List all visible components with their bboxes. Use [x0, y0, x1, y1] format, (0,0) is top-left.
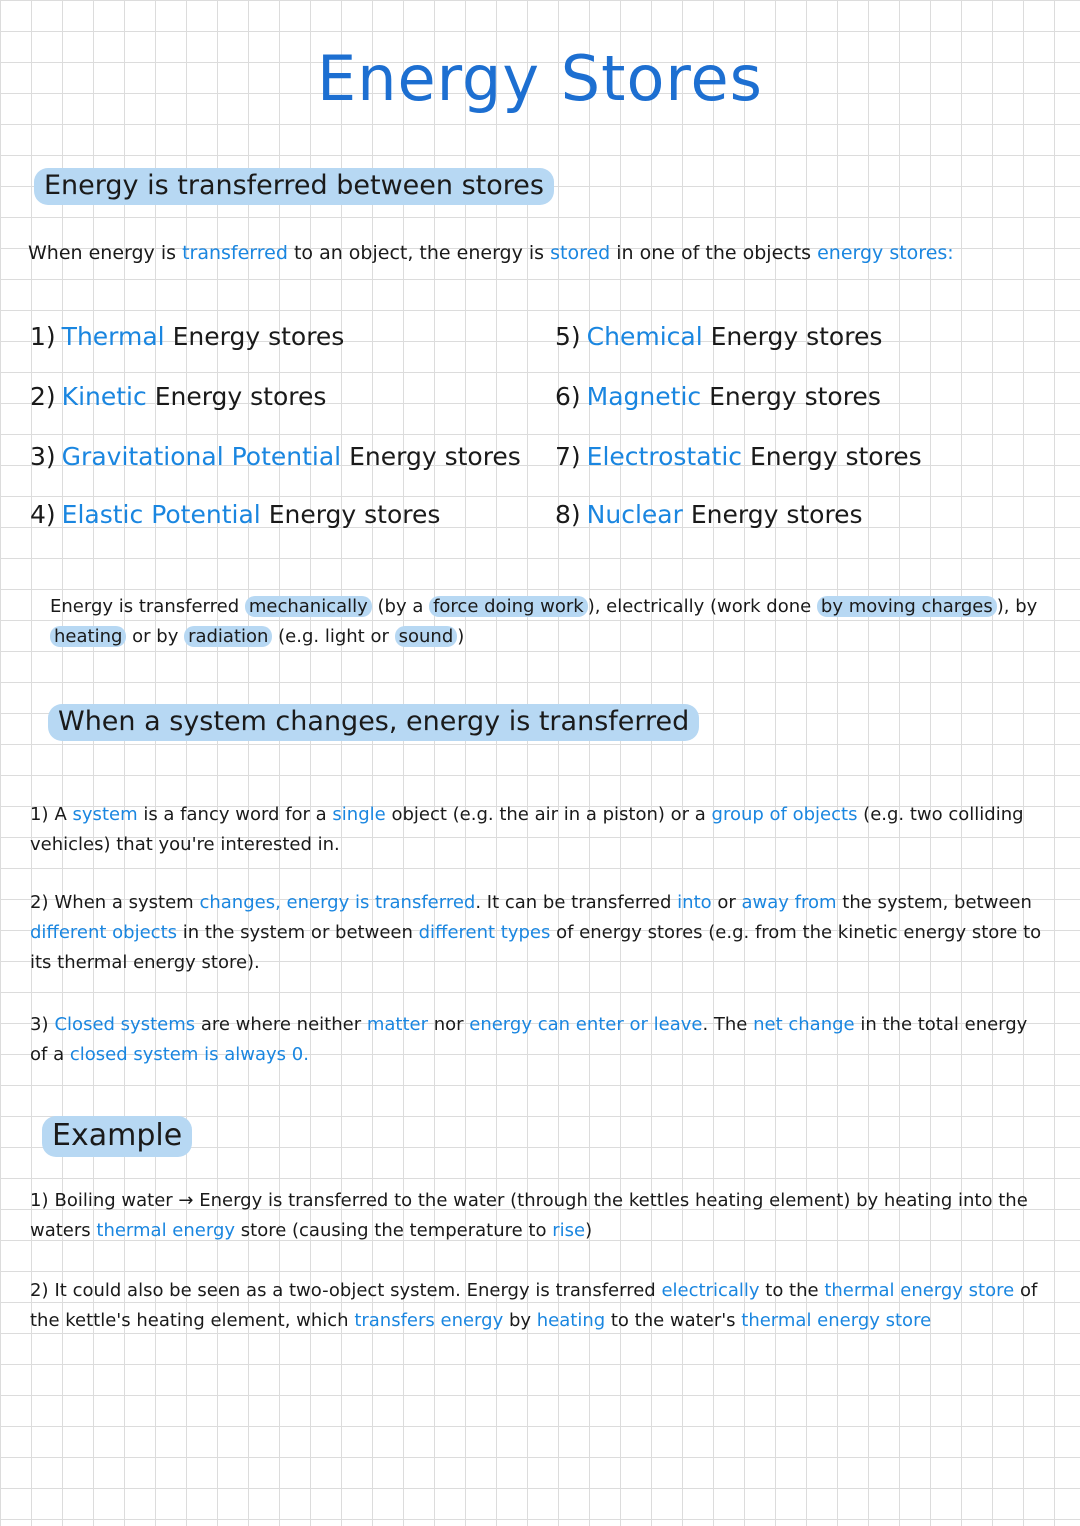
- point-keyword: thermal energy: [96, 1220, 236, 1241]
- section-heading-stores: [34, 170, 554, 201]
- point-text: in the system or between: [177, 922, 419, 943]
- store-item: [30, 500, 440, 529]
- store-suffix: Energy stores: [268, 500, 441, 529]
- store-suffix: Energy stores: [154, 382, 327, 411]
- intro-keyword-energy-stores: energy stores:: [817, 242, 954, 264]
- point-keyword: heating: [536, 1310, 606, 1331]
- section-heading-system: [48, 706, 699, 737]
- point-keyword: thermal energy store: [824, 1280, 1015, 1301]
- point-number: 2): [30, 892, 49, 913]
- point-number: 1): [30, 1190, 49, 1211]
- transfer-text: (e.g. light or: [272, 626, 395, 647]
- point-number: 3): [30, 1014, 49, 1035]
- system-point-1: [30, 800, 1040, 860]
- store-suffix: Energy stores: [710, 322, 883, 351]
- point-text: of energy stores (e.g. from the kinetic energy store to its thermal energy store).: [30, 922, 1042, 973]
- transfer-text: ), electrically (work done: [587, 596, 817, 617]
- point-keyword: group of objects: [711, 804, 858, 825]
- store-suffix: Energy stores: [690, 500, 863, 529]
- point-keyword: Closed systems: [54, 1014, 196, 1035]
- point-text: nor: [427, 1014, 470, 1035]
- point-text: . It can be transferred: [475, 892, 678, 913]
- store-name: Gravitational Potential: [61, 442, 342, 471]
- point-keyword: changes, energy is transferred: [199, 892, 476, 913]
- example-heading-text: Example: [42, 1116, 192, 1157]
- point-text: Boiling water: [54, 1190, 173, 1211]
- point-keyword: away from: [741, 892, 837, 913]
- point-text: or: [711, 892, 742, 913]
- store-number: 2): [30, 382, 56, 411]
- point-keyword: closed system is always 0.: [69, 1044, 309, 1065]
- intro-paragraph: [28, 238, 1048, 268]
- store-name: Electrostatic: [586, 442, 743, 471]
- store-name: Chemical: [586, 322, 703, 351]
- intro-text: When energy is: [28, 242, 183, 264]
- store-name: Elastic Potential: [61, 500, 261, 529]
- point-keyword: different objects: [30, 922, 178, 943]
- point-keyword: transfers energy: [354, 1310, 504, 1331]
- point-text: of the kettle's heating element, which: [30, 1280, 1038, 1331]
- point-keyword: net change: [753, 1014, 855, 1035]
- point-keyword: into: [677, 892, 712, 913]
- transfer-keyword-heating: heating: [50, 626, 126, 647]
- store-name: Magnetic: [586, 382, 702, 411]
- intro-keyword-stored: stored: [550, 242, 611, 264]
- point-number: 2): [30, 1280, 49, 1301]
- example-point-1: [30, 1186, 1040, 1246]
- point-text: in the total energy of a: [30, 1014, 1028, 1065]
- transfer-paragraph: [50, 592, 1070, 652]
- system-point-3: [30, 1010, 1040, 1070]
- store-name: Kinetic: [61, 382, 147, 411]
- store-item: [555, 500, 863, 529]
- store-item: [30, 322, 344, 351]
- example-point-2: [30, 1276, 1040, 1336]
- transfer-text: Energy is transferred: [50, 596, 245, 617]
- store-item: [555, 442, 922, 471]
- system-point-2: [30, 888, 1050, 978]
- point-keyword: matter: [366, 1014, 428, 1035]
- transfer-text: (by a: [371, 596, 430, 617]
- store-suffix: Energy stores: [349, 442, 521, 471]
- store-number: 3): [30, 442, 56, 471]
- point-text: is a fancy word for a: [137, 804, 333, 825]
- example-heading: [42, 1118, 192, 1153]
- transfer-text: or by: [126, 626, 185, 647]
- point-keyword: rise: [552, 1220, 586, 1241]
- transfer-keyword-radiation: radiation: [184, 626, 272, 647]
- point-text: by: [503, 1310, 537, 1331]
- point-text: A: [54, 804, 73, 825]
- store-suffix: Energy stores: [709, 382, 881, 411]
- transfer-keyword-mechanically: mechanically: [245, 596, 372, 617]
- transfer-text: ), by: [996, 596, 1038, 617]
- point-text: → Energy is transferred to the water (through the kettles heating element) by heating into the waters: [30, 1190, 1028, 1241]
- point-text: (e.g. two colliding vehicles) that you're interested in.: [30, 804, 1024, 855]
- store-number: 4): [30, 500, 56, 529]
- store-name: Thermal: [61, 322, 165, 351]
- intro-text: to an object, the energy is: [287, 242, 551, 264]
- point-keyword: thermal energy store: [741, 1310, 932, 1331]
- store-name: Nuclear: [586, 500, 683, 529]
- point-text: When a system: [54, 892, 200, 913]
- store-item: [30, 382, 326, 411]
- page-title: Energy Stores: [317, 42, 763, 115]
- store-item: [30, 442, 521, 471]
- store-number: 1): [30, 322, 56, 351]
- point-keyword: different types: [418, 922, 551, 943]
- point-number: 1): [30, 804, 49, 825]
- transfer-text: ): [457, 626, 465, 647]
- store-number: 5): [555, 322, 581, 351]
- store-suffix: Energy stores: [172, 322, 345, 351]
- section-heading-system-text: When a system changes, energy is transferred: [48, 704, 699, 741]
- point-text: . The: [702, 1014, 754, 1035]
- point-text: ): [585, 1220, 593, 1241]
- store-number: 8): [555, 500, 581, 529]
- point-keyword: single: [332, 804, 386, 825]
- point-text: are where neither: [195, 1014, 367, 1035]
- store-number: 7): [555, 442, 581, 471]
- point-text: store (causing the temperature to: [235, 1220, 553, 1241]
- store-item: [555, 382, 881, 411]
- intro-keyword-transferred: transferred: [182, 242, 288, 264]
- point-keyword: electrically: [661, 1280, 760, 1301]
- store-number: 6): [555, 382, 581, 411]
- transfer-keyword-force: force doing work: [429, 596, 588, 617]
- point-text: object (e.g. the air in a piston) or a: [385, 804, 712, 825]
- point-text: the system, between: [836, 892, 1032, 913]
- section-heading-stores-text: Energy is transferred between stores: [34, 168, 554, 205]
- transfer-keyword-charges: by moving charges: [817, 596, 997, 617]
- point-keyword: system: [72, 804, 138, 825]
- transfer-keyword-sound: sound: [395, 626, 458, 647]
- point-keyword: energy can enter or leave: [469, 1014, 703, 1035]
- store-suffix: Energy stores: [749, 442, 922, 471]
- point-text: It could also be seen as a two-object system. Energy is transferred: [54, 1280, 662, 1301]
- point-text: to the: [759, 1280, 825, 1301]
- intro-text: in one of the objects: [610, 242, 818, 264]
- point-text: to the water's: [605, 1310, 742, 1331]
- store-item: [555, 322, 882, 351]
